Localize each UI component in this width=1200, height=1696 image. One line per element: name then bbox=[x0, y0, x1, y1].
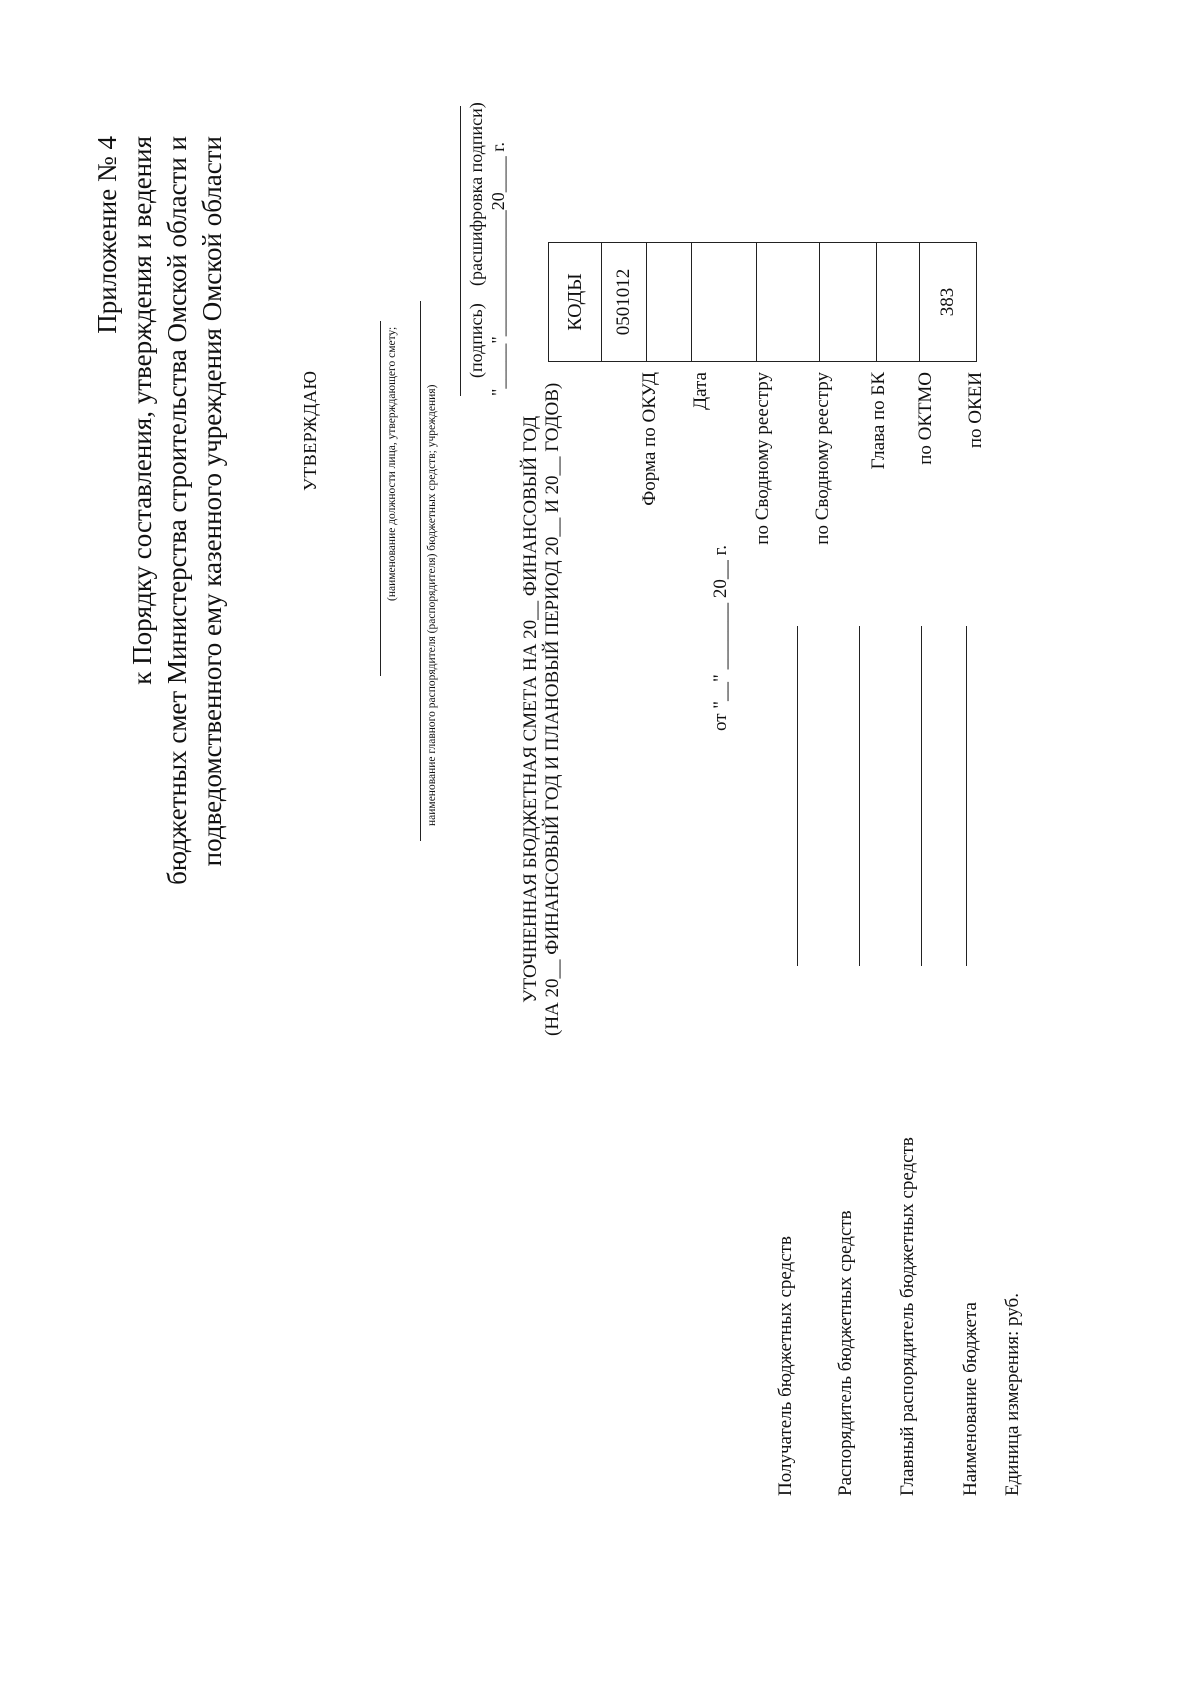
field-chief-manager: Главный распорядитель бюджетных средств bbox=[897, 1137, 918, 1496]
appendix-number: Приложение № 4 bbox=[92, 136, 122, 334]
title-line: УТОЧНЕННАЯ БЮДЖЕТНАЯ СМЕТА НА 20__ ФИНАНСОВЫЙ ГОД bbox=[520, 415, 541, 1003]
field-unit: Единица измерения: руб. bbox=[1002, 1293, 1023, 1496]
appendix-heading bbox=[90, 136, 230, 1436]
appendix-line: к Порядку составления, утверждения и ведения bbox=[127, 136, 158, 685]
code-value bbox=[692, 243, 757, 362]
field-recipient: Получатель бюджетных средств bbox=[775, 1236, 796, 1496]
appendix-line: бюджетных смет Министерства строительства Омской области и bbox=[162, 136, 193, 885]
chief-manager-fill-line bbox=[921, 626, 922, 966]
position-line bbox=[380, 321, 381, 676]
code-value bbox=[877, 243, 920, 362]
code-label-date: Дата bbox=[690, 372, 711, 410]
document-title bbox=[520, 383, 564, 1036]
recipient-fill-line bbox=[797, 626, 798, 966]
decoding-caption: (расшифровка подписи) bbox=[466, 102, 486, 286]
code-label-okei: по ОКЕИ bbox=[965, 372, 986, 449]
organization-caption: наименование главного распорядителя (распорядителя) бюджетных средств; учреждения) bbox=[426, 384, 438, 826]
field-manager: Распорядитель бюджетных средств bbox=[835, 1210, 856, 1496]
code-value bbox=[757, 243, 820, 362]
signature-line bbox=[460, 106, 461, 396]
signature-caption: (подпись) bbox=[466, 303, 486, 378]
position-caption: (наименование должности лица, утверждающего смету; bbox=[386, 326, 398, 601]
code-value: 383 bbox=[920, 243, 977, 362]
code-label-registry: по Сводному реестру bbox=[812, 372, 833, 545]
code-value: 0501012 bbox=[602, 243, 647, 362]
codes-table bbox=[548, 242, 977, 362]
title-subline: (НА 20__ ФИНАНСОВЫЙ ГОД И ПЛАНОВЫЙ ПЕРИОД 20__ И 20__ ГОДОВ) bbox=[541, 382, 563, 1036]
budget-name-fill-line bbox=[966, 626, 967, 966]
field-budget-name: Наименование бюджета bbox=[960, 1302, 981, 1496]
code-label-bk: Глава по БК bbox=[868, 372, 889, 470]
document-date: от "__" _______ 20__ г. bbox=[710, 545, 731, 731]
codes-header: КОДЫ bbox=[549, 243, 602, 362]
code-label-registry: по Сводному реестру bbox=[752, 372, 773, 545]
organization-line bbox=[420, 301, 421, 841]
approval-date: "_____"______________20____ г. bbox=[488, 141, 508, 396]
code-value bbox=[647, 243, 692, 362]
code-label-okud: Форма по ОКУД bbox=[639, 372, 660, 506]
appendix-line: подведомственного ему казенного учреждения Омской области bbox=[197, 136, 228, 867]
code-value bbox=[820, 243, 877, 362]
code-label-oktmo: по ОКТМО bbox=[915, 372, 936, 465]
approve-title: УТВЕРЖДАЮ bbox=[300, 370, 320, 491]
manager-fill-line bbox=[859, 626, 860, 966]
